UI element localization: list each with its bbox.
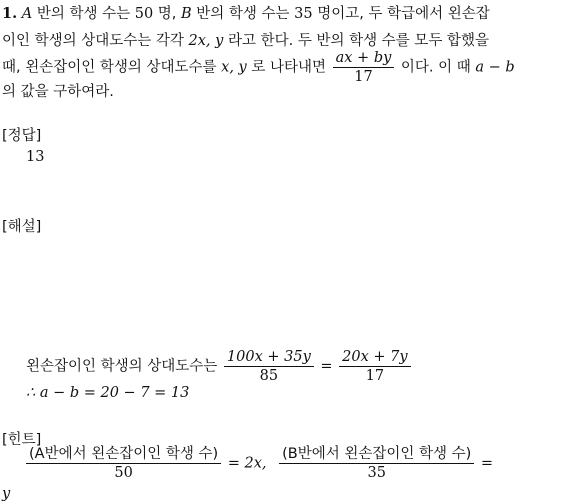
- explanation-fraction-2: $\frac{20x + 7y}{17}$: [339, 348, 410, 385]
- explanation-line-1: 왼손잡이인 학생의 상대도수는 $\frac{100x + 35y}{85}$ = $\frac{20x + 7y}{17}$: [26, 348, 413, 385]
- explanation-line-2: ∴ a − b = 20 − 7 = 13: [26, 385, 190, 401]
- hint-tail: y: [2, 486, 11, 502]
- problem-line-1: 1. A 반의 학생 수는 50 명, B 반의 학생 수는 35 명이고, 두 학급에서 왼손잡: [2, 5, 490, 22]
- answer-value: 13: [26, 149, 45, 165]
- problem-line-4: 의 값을 구하여라.: [2, 84, 114, 100]
- hint-fraction-2: $\frac{\text{(B반에서 왼손잡이인 학생 수)}}{35}$: [279, 445, 474, 482]
- hint-label: [힌트]: [2, 432, 42, 448]
- problem-line-2: 이인 학생의 상대도수는 각각 2x, y 라고 한다. 두 반의 학생 수를 모두 합했을: [2, 33, 489, 49]
- hint-fraction-1: $\frac{\text{(A반에서 왼손잡이인 학생 수)}}{50}$: [26, 445, 221, 482]
- explanation-fraction-1: $\frac{100x + 35y}{85}$: [224, 348, 314, 385]
- answer-label: [정답]: [2, 128, 42, 144]
- problem-fraction: $\frac{ax + by}{17}$: [333, 49, 395, 86]
- problem-number: 1.: [2, 5, 18, 22]
- hint-line-1: $\frac{\text{(A반에서 왼손잡이인 학생 수)}}{50}$ = 2x, $\frac{\text{(B반에서 왼손잡이인 학생 수)}}{35}$ =: [24, 445, 493, 482]
- explanation-label: [해설]: [2, 219, 42, 235]
- problem-line-3: 때, 왼손잡이인 학생의 상대도수를 x, y 로 나타내면 $\frac{ax + by}{17}$ 이다. 이 때 a − b: [2, 50, 515, 85]
